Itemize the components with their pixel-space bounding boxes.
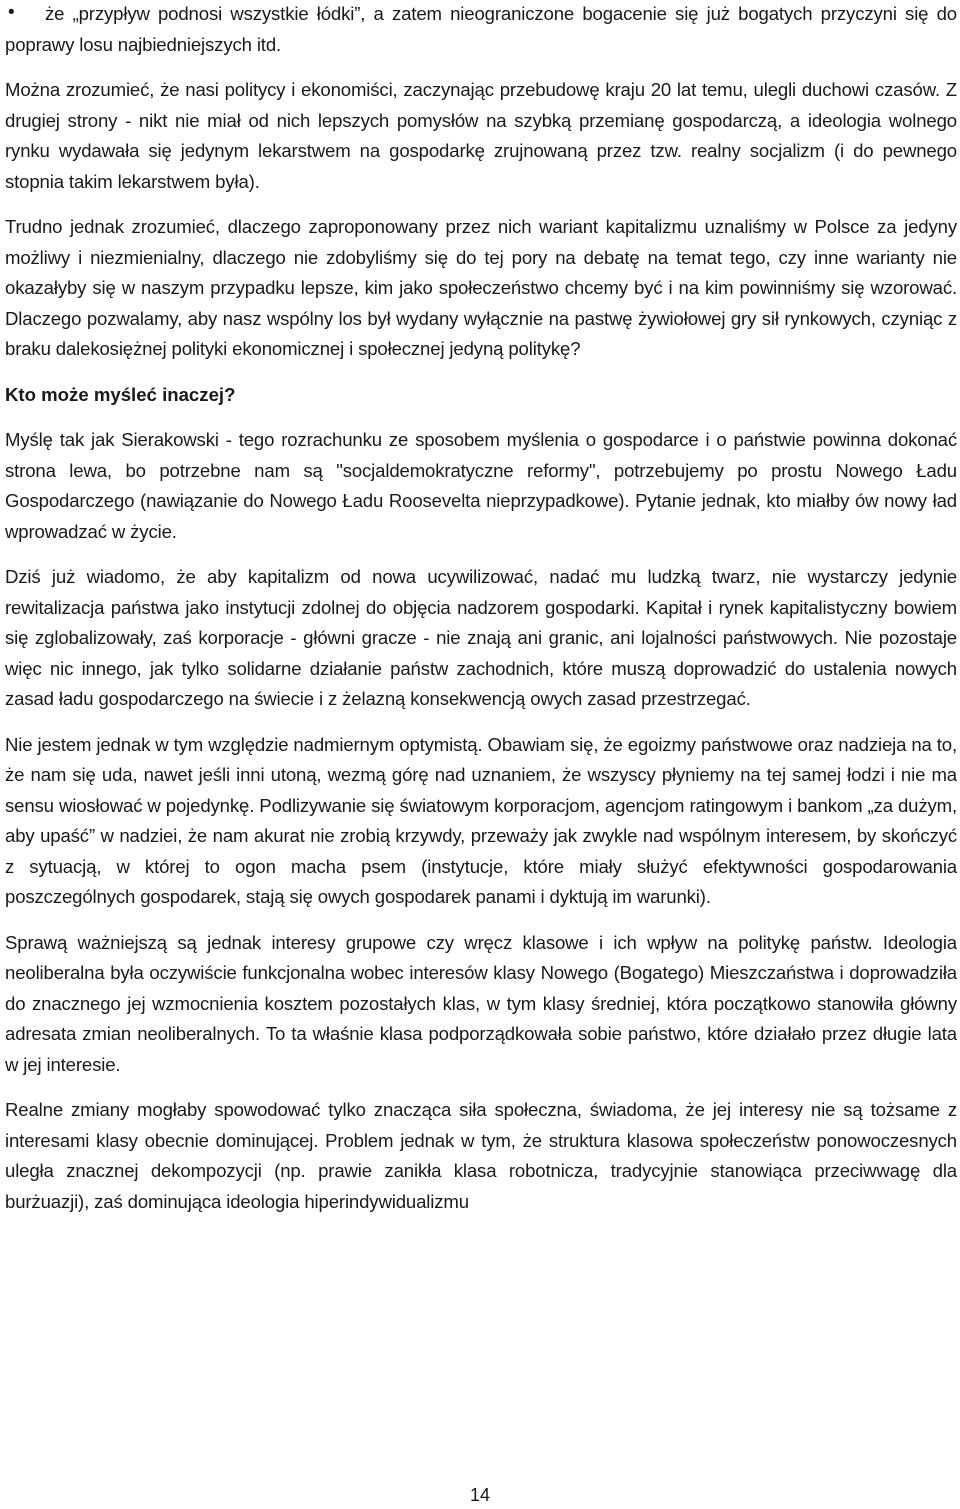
paragraph-7: Realne zmiany mogłaby spowodować tylko znacząca siła społeczna, świadoma, że jej interesy nie są tożsame z interesami klasy obecnie dominującej. Problem jednak w tym, że struktura klasowa społeczeństw ponowoczesnych uległa znacznej dekompozycji (np. prawie zanikła klasa robotnicza, tradycyjnie stanowiąca przeciwwagę dla burżuazji), zaś dominująca ideologia hiperindywidualizmu xyxy=(5,1099,957,1212)
bullet-text: że „przypływ podnosi wszystkie łódki”, a zatem nieograniczone bogacenie się już bogatych przyczyni się do poprawy losu najbiedniejszych itd. xyxy=(5,3,957,55)
bullet-marker: • xyxy=(8,2,15,23)
section-heading: Kto może myśleć inaczej? xyxy=(5,383,236,405)
paragraph-3: Myślę tak jak Sierakowski - tego rozrachunku ze sposobem myślenia o gospodarce i o państwie powinna dokonać strona lewa, bo potrzebne nam są "socjaldemokratyczne reformy", potrzebujemy po prostu Nowego Ładu Gospodarczego (nawiązanie do Nowego Ładu Roosevelta nieprzypadkowe). Pytanie jednak, kto miałby ów nowy ład wprowadzać w życie. xyxy=(5,429,957,542)
paragraph-5: Nie jestem jednak w tym względzie nadmiernym optymistą. Obawiam się, że egoizmy państwowe oraz nadzieja na to, że nam się uda, nawet jeśli inni utoną, wezmą górę nad uznaniem, że wszyscy płyniemy na tej samej łodzi i nie ma sensu wiosłować w pojedynkę. Podlizywanie się światowym korporacjom, agencjom ratingowym i bankom „za dużym, aby upaść” w nadziei, że nam akurat nie zrobią krzywdy, przeważy jak zwykle nad wspólnym interesem, by skończyć z sytuacją, w której to ogon macha psem (instytucje, które miały służyć efektywności gospodarowania poszczególnych gospodarek, stają się owych gospodarek panami i dyktują im warunki). xyxy=(5,733,957,907)
paragraph-6: Sprawą ważniejszą są jednak interesy grupowe czy wręcz klasowe i ich wpływ na politykę państw. Ideologia neoliberalna była oczywiście funkcjonalna wobec interesów klasy Nowego (Bogatego) Mieszczaństwa i doprowadziła do znacznego jej wzmocnienia kosztem pozostałych klas, w tym klasy średniej, która początkowo stanowiła główny adresata zmian neoliberalnych. To ta właśnie klasa podporządkowała sobie państwo, które działało przez długie lata w jej interesie. xyxy=(5,931,957,1075)
paragraph-4: Dziś już wiadomo, że aby kapitalizm od nowa ucywilizować, nadać mu ludzką twarz, nie wystarczy jedynie rewitalizacja państwa jako instytucji zdolnej do objęcia nadzorem gospodarki. Kapitał i rynek kapitalistyczny bowiem się zglobalizowały, zaś korporacje - główni gracze - nie znają ani granic, ani lojalności państwowych. Nie pozostaje więc nic innego, jak tylko solidarne działanie państw zachodnich, które muszą doprowadzić do ustalenia nowych zasad ładu gospodarczego na świecie i z żelazną konsekwencją owych zasad przestrzegać. xyxy=(5,566,957,709)
paragraph-1: Można zrozumieć, że nasi politycy i ekonomiści, zaczynając przebudowę kraju 20 lat temu, ulegli duchowi czasów. Z drugiej strony - nikt nie miał od nich lepszych pomysłów na szybką przemianę gospodarczą, a ideologia wolnego rynku wydawała się jedynym lekarstwem na gospodarkę zrujnowaną przez tzw. realny socjalizm (i do pewnego stopnia takim lekarstwem była). xyxy=(5,79,957,192)
bullet-list-item xyxy=(5,0,957,60)
page-number: 14 xyxy=(469,1485,491,1505)
paragraph-2: Trudno jednak zrozumieć, dlaczego zaproponowany przez nich wariant kapitalizmu uznaliśmy w Polsce za jedyny możliwy i niezmienialny, dlaczego nie zdobyliśmy się do tej pory na debatę na temat tego, czy inne warianty nie okazałyby się w naszym przypadku lepsze, kim jako społeczeństwo chcemy być i na kim powinniśmy się wzorować. Dlaczego pozwalamy, aby nasz wspólny los był wydany wyłącznie na pastwę żywiołowej gry sił rynkowych, czyniąc z braku dalekosiężnej polityki ekonomicznej i społecznej jedyną politykę? xyxy=(5,216,957,359)
